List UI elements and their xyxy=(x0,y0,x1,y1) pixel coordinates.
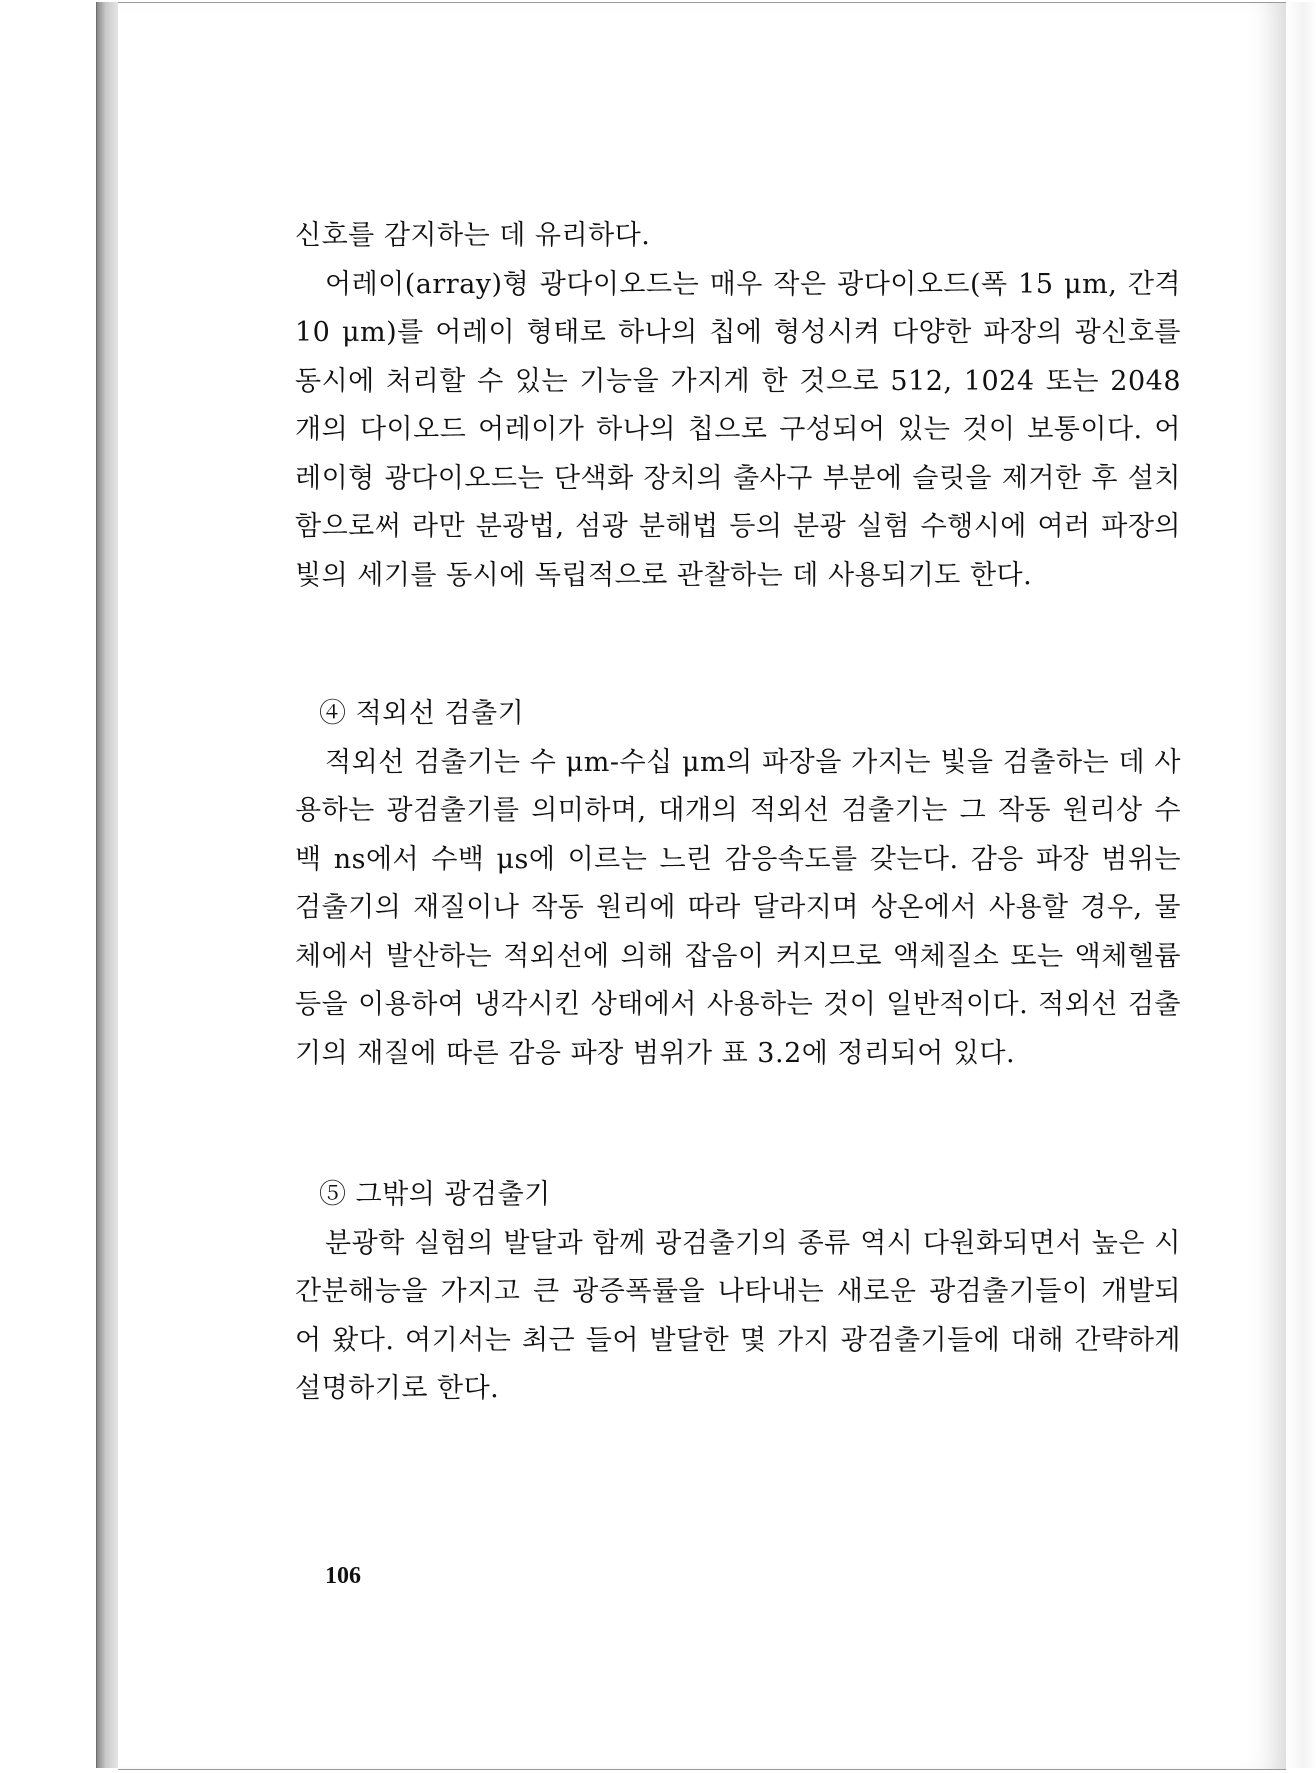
page-right-shadow xyxy=(1286,2,1316,1768)
paragraph-array-photodiode: 어레이(array)형 광다이오드는 매우 작은 광다이오드(폭 15 μm, 간격 10 μm)를 어레이 형태로 하나의 칩에 형성시켜 다양한 파장의 광신호를 동시에 처리할 수 있는 기능을 가지게 한 것으로 512, 1024 또는 2048개의 다이오드 어레이가 하나의 칩으로 구성되어 있는 것이 보통이다. 어레이형 광다이오드는 단색화 장치의 출사구 부분에 슬릿을 제거한 후 설치함으로써 라만 분광법, 섬광 분해법 등의 분광 실험 수행시에 여러 파장의 빛의 세기를 동시에 독립적으로 관찰하는 데 사용되기도 한다. xyxy=(295,268,1181,591)
paragraph-continuation: 신호를 감지하는 데 유리하다. xyxy=(295,220,651,251)
section-infrared-detector xyxy=(295,690,1181,1078)
paragraph-infrared-detector: 적외선 검출기는 수 μm-수십 μm의 파장을 가지는 빛을 검출하는 데 사용하는 광검출기를 의미하며, 대개의 적외선 검출기는 그 작동 원리상 수백 ns에서 수백 μs에 이르는 느린 감응속도를 갖는다. 감응 파장 범위는 검출기의 재질이나 작동 원리에 따라 달라지며 상온에서 사용할 경우, 물체에서 발산하는 적외선에 의해 잡음이 커지므로 액체질소 또는 액체헬륨 등을 이용하여 냉각시킨 상태에서 사용하는 것이 일반적이다. 적외선 검출기의 재질에 따른 감응 파장 범위가 표 3.2에 정리되어 있다. xyxy=(295,746,1181,1069)
section-other-detectors xyxy=(295,1171,1181,1414)
page-stack-edge xyxy=(96,2,119,1768)
paragraph-other-detectors: 분광학 실험의 발달과 함께 광검출기의 종류 역시 다원화되면서 높은 시간분해능을 가지고 큰 광증폭률을 나타내는 새로운 광검출기들이 개발되어 왔다. 여기서는 최근 들어 발달한 몇 가지 광검출기들에 대해 간략하게 설명하기로 한다. xyxy=(295,1227,1181,1404)
page-number: 106 xyxy=(325,1563,361,1589)
heading-infrared-detector: ④ 적외선 검출기 xyxy=(319,698,525,729)
heading-other-detectors: ⑤ 그밖의 광검출기 xyxy=(319,1179,551,1210)
section-previous xyxy=(295,212,1181,600)
